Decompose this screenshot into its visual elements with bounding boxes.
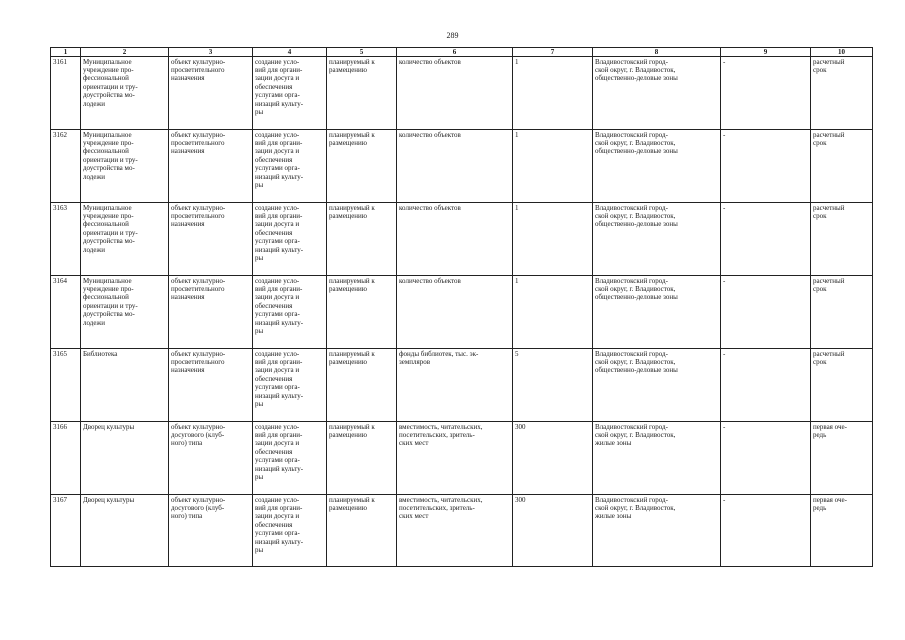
cell-name [81,276,169,349]
cell-text: объект культурно- просветительного назначения [171,276,226,302]
cell-id [51,130,81,203]
cell-text: - [723,203,726,212]
cell-location [593,276,721,349]
cell-location [593,130,721,203]
cell-text: создание усло- вий для органи- зации досуга и обеспечения услугами орга- низаций культу- ры [255,495,304,554]
cell-text: расчетный срок [813,203,845,220]
cell-text: количество объектов [399,57,461,66]
cell-id [51,276,81,349]
cell-text: расчетный срок [813,349,845,366]
cell-text: фонды библиотек, тыс. эк- земпляров [399,349,479,366]
cell-text: количество объектов [399,203,461,212]
cell-type [169,203,253,276]
cell-text: планируемый к размещению [329,57,375,74]
cell-col9 [721,276,811,349]
cell-term [811,57,873,130]
cell-text: - [723,495,726,504]
cell-term [811,276,873,349]
table-row [51,276,873,349]
cell-text: объект культурно- просветительного назначения [171,203,226,229]
cell-text: Владивостокский город- ской округ, г. Владивосток, общественно-деловые зоны [595,203,678,229]
column-header: 4 [253,48,327,57]
cell-text: расчетный срок [813,57,845,74]
cell-text: объект культурно- просветительного назначения [171,349,226,375]
cell-name [81,349,169,422]
cell-text: объект культурно- просветительного назначения [171,57,226,83]
table-row [51,495,873,567]
cell-status [327,422,397,495]
cell-text: 1 [515,203,519,212]
cell-value [513,130,593,203]
cell-text: 1 [515,276,519,285]
column-header: 9 [721,48,811,57]
cell-purpose [253,57,327,130]
cell-text: 5 [515,349,519,358]
cell-indicator [397,495,513,567]
table-row [51,203,873,276]
cell-id [51,57,81,130]
page-number: 289 [446,31,459,40]
cell-text: вместимость, читательских, посетительских, зритель- ских мест [399,422,483,448]
column-header: 3 [169,48,253,57]
cell-term [811,203,873,276]
cell-text: Дворец культуры [83,495,135,504]
cell-text: расчетный срок [813,276,845,293]
cell-text: Владивостокский город- ской округ, г. Владивосток, общественно-деловые зоны [595,57,678,83]
cell-text: - [723,349,726,358]
cell-term [811,422,873,495]
cell-name [81,495,169,567]
cell-name [81,203,169,276]
cell-term [811,130,873,203]
cell-text: Муниципальное учреждение про- фессиональной ориентации и тру- доустройства мо- лодежи [83,203,138,254]
cell-value [513,495,593,567]
cell-text: 3164 [53,276,67,285]
cell-status [327,203,397,276]
cell-text: вместимость, читательских, посетительских, зритель- ских мест [399,495,483,521]
cell-text: расчетный срок [813,130,845,147]
cell-text: - [723,130,726,139]
cell-type [169,130,253,203]
cell-id [51,422,81,495]
cell-text: 300 [515,422,526,431]
cell-value [513,276,593,349]
cell-value [513,349,593,422]
cell-indicator [397,349,513,422]
cell-text: планируемый к размещению [329,495,375,512]
cell-text: создание усло- вий для органи- зации досуга и обеспечения услугами орга- низаций культу- ры [255,422,304,481]
cell-col9 [721,422,811,495]
cell-text: первая оче- редь [813,422,847,439]
column-header: 2 [81,48,169,57]
column-header: 7 [513,48,593,57]
cell-text: Владивостокский город- ской округ, г. Владивосток, общественно-деловые зоны [595,130,678,156]
cell-text: 3163 [53,203,67,212]
cell-text: 3167 [53,495,67,504]
table-row [51,57,873,130]
cell-location [593,349,721,422]
cell-text: количество объектов [399,130,461,139]
cell-text: - [723,57,726,66]
cell-location [593,203,721,276]
cell-text: планируемый к размещению [329,130,375,147]
column-header: 5 [327,48,397,57]
cell-text: 3162 [53,130,67,139]
cell-status [327,349,397,422]
cell-col9 [721,495,811,567]
cell-indicator [397,422,513,495]
column-header: 8 [593,48,721,57]
cell-text: первая оче- редь [813,495,847,512]
cell-id [51,495,81,567]
cell-text: 1 [515,57,519,66]
cell-col9 [721,203,811,276]
cell-text: создание усло- вий для органи- зации досуга и обеспечения услугами орга- низаций культу- ры [255,203,304,262]
cell-text: 3166 [53,422,67,431]
cell-text: 3161 [53,57,67,66]
cell-id [51,349,81,422]
cell-text: объект культурно- просветительного назначения [171,130,226,156]
cell-text: Муниципальное учреждение про- фессиональной ориентации и тру- доустройства мо- лодежи [83,57,138,108]
cell-indicator [397,276,513,349]
cell-text: Владивостокский город- ской округ, г. Владивосток, общественно-деловые зоны [595,349,678,375]
cell-indicator [397,57,513,130]
cell-purpose [253,276,327,349]
cell-text: - [723,276,726,285]
cell-type [169,495,253,567]
cell-text: 300 [515,495,526,504]
cell-purpose [253,422,327,495]
cell-text: Муниципальное учреждение про- фессиональной ориентации и тру- доустройства мо- лодежи [83,130,138,181]
cell-text: планируемый к размещению [329,349,375,366]
cell-type [169,349,253,422]
cell-location [593,495,721,567]
header-row [51,48,873,57]
cell-type [169,422,253,495]
table-row [51,422,873,495]
cell-status [327,57,397,130]
cell-col9 [721,57,811,130]
table-row [51,130,873,203]
cell-name [81,422,169,495]
cell-text: создание усло- вий для органи- зации досуга и обеспечения услугами орга- низаций культу- ры [255,130,304,189]
column-header: 6 [397,48,513,57]
cell-text: Владивостокский город- ской округ, г. Владивосток, жилые зоны [595,422,676,448]
cell-indicator [397,130,513,203]
cell-name [81,57,169,130]
cell-text: Муниципальное учреждение про- фессиональной ориентации и тру- доустройства мо- лодежи [83,276,138,327]
cell-location [593,57,721,130]
cell-text: - [723,422,726,431]
cell-purpose [253,203,327,276]
column-header: 1 [51,48,81,57]
cell-value [513,422,593,495]
cell-term [811,495,873,567]
registry-table [50,47,873,567]
cell-type [169,276,253,349]
cell-purpose [253,349,327,422]
cell-text: планируемый к размещению [329,422,375,439]
cell-text: 1 [515,130,519,139]
table-row [51,349,873,422]
cell-text: объект культурно- досугового (клуб- ного) типа [171,422,226,448]
cell-text: Владивостокский город- ской округ, г. Владивосток, жилые зоны [595,495,676,521]
cell-status [327,276,397,349]
cell-text: количество объектов [399,276,461,285]
cell-name [81,130,169,203]
cell-status [327,130,397,203]
cell-text: планируемый к размещению [329,203,375,220]
cell-id [51,203,81,276]
cell-location [593,422,721,495]
cell-value [513,203,593,276]
cell-text: Библиотека [83,349,118,358]
cell-col9 [721,130,811,203]
cell-text: Дворец культуры [83,422,135,431]
cell-text: объект культурно- досугового (клуб- ного) типа [171,495,226,521]
cell-text: создание усло- вий для органи- зации досуга и обеспечения услугами орга- низаций культу- ры [255,276,304,335]
cell-text: планируемый к размещению [329,276,375,293]
cell-text: создание усло- вий для органи- зации досуга и обеспечения услугами орга- низаций культу- ры [255,349,304,408]
cell-col9 [721,349,811,422]
cell-type [169,57,253,130]
column-header: 10 [811,48,873,57]
cell-text: создание усло- вий для органи- зации досуга и обеспечения услугами орга- низаций культу- ры [255,57,304,116]
cell-status [327,495,397,567]
cell-indicator [397,203,513,276]
cell-value [513,57,593,130]
cell-purpose [253,495,327,567]
cell-term [811,349,873,422]
cell-purpose [253,130,327,203]
cell-text: Владивостокский город- ской округ, г. Владивосток, общественно-деловые зоны [595,276,678,302]
cell-text: 3165 [53,349,67,358]
